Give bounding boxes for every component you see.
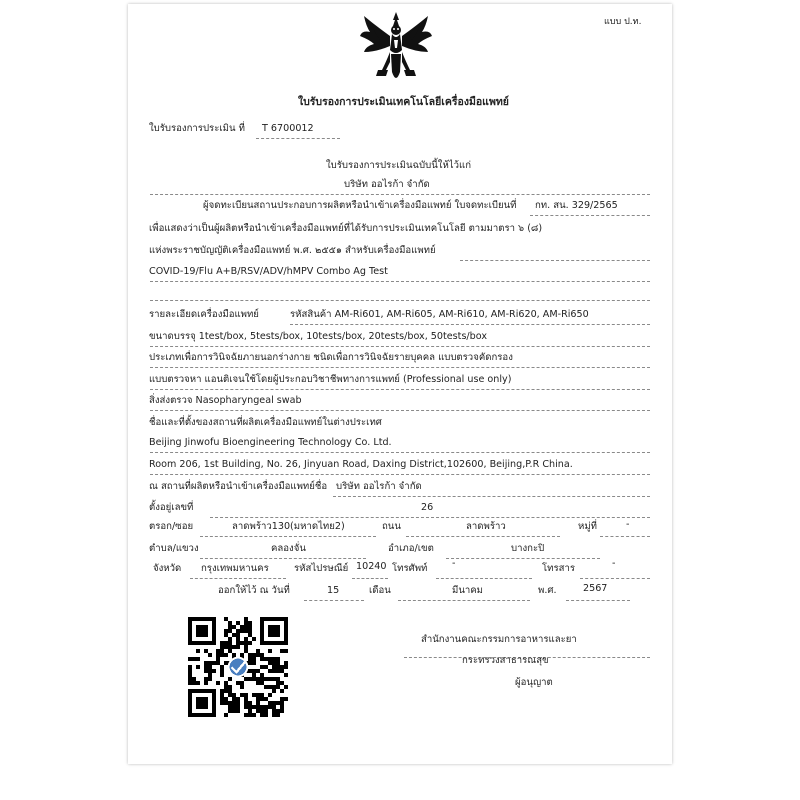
authority-line-2: กระทรวงสาธารณสุข [462,655,549,666]
issue-month-label: เดือน [369,585,391,596]
rule-line [406,536,560,537]
rule-line [304,600,364,601]
phone-value: - [452,558,456,569]
garuda-emblem-icon [356,10,436,86]
rule-line [150,389,650,390]
rule-line [352,578,388,579]
rule-line [150,474,650,475]
issue-label: ออกให้ไว้ ณ วันที่ [218,585,290,596]
issue-year-label: พ.ศ. [538,585,557,596]
rule-line [150,300,650,301]
purpose-line-2: แห่งพระราชบัญญัติเครื่องมือแพทย์ พ.ศ. ๒๕๕๑ สำหรับเครื่องมือแพทย์ [149,245,436,256]
address-no-label: ตั้งอยู่เลขที่ [149,502,194,513]
registration-no: กท. สน. 329/2565 [535,200,618,211]
cert-no-label: ใบรับรองการประเมิน ที่ [149,123,245,134]
amphoe-value: บางกะปิ [511,543,545,554]
road-label: ถนน [382,521,401,532]
device-name: COVID-19/Flu A+B/RSV/ADV/hMPV Combo Ag Test [149,266,388,277]
issue-day: 15 [327,585,340,596]
rule-line [436,578,532,579]
road-value: ลาดพร้าว [466,521,506,532]
postcode-label: รหัสไปรษณีย์ [294,563,349,574]
rule-line [460,260,650,261]
province-label: จังหวัด [153,563,182,574]
soi-value: ลาดพร้าว130(มหาดไทย2) [232,521,345,532]
test-method: แบบตรวจหา แอนติเจนใช้โดยผู้ประกอบวิชาชีพทางการแพทย์ (Professional use only) [149,374,512,385]
moo-label: หมู่ที่ [578,521,597,532]
form-code: แบบ ป.ท. [604,17,642,27]
rule-line [530,215,650,216]
page-title: ใบรับรองการประเมินเทคโนโลยีเครื่องมือแพทย์ [298,96,509,108]
rule-line [150,410,650,411]
cert-no-value: T 6700012 [262,123,314,134]
issued-to-label: ใบรับรองการประเมินฉบับนี้ให้ไว้แก่ [326,160,472,171]
packaging: ขนาดบรรจุ 1test/box, 5tests/box, 10tests/box, 20tests/box, 50tests/box [149,331,488,342]
address-no: 26 [421,502,434,513]
rule-line [150,367,650,368]
authority-line-3: ผู้อนุญาต [515,677,553,688]
company-name: บริษัท ออไรก้า จำกัด [344,179,430,190]
rule-line [200,536,376,537]
manufacturer-address: Room 206, 1st Building, No. 26, Jinyuan Road, Daxing District,102600, Beijing,P.R China. [149,459,573,470]
fax-label: โทรสาร [542,563,576,574]
rule-line [333,496,650,497]
local-site-label: ณ สถานที่ผลิตหรือนำเข้าเครื่องมือแพทย์ชื่อ [149,481,328,492]
rule-line [150,281,650,282]
rule-line [566,600,630,601]
product-code: รหัสสินค้า AM-Ri601, AM-Ri605, AM-Ri610, AM-Ri620, AM-Ri650 [290,309,589,320]
registrant-text: ผู้จดทะเบียนสถานประกอบการผลิตหรือนำเข้าเครื่องมือแพทย์ ใบจดทะเบียนที่ [203,200,517,211]
rule-line [446,558,600,559]
rule-line [200,558,366,559]
amphoe-label: อำเภอ/เขต [388,543,434,554]
purpose-line-1: เพื่อแสดงว่าเป็นผู้ผลิตหรือนำเข้าเครื่องมือแพทย์ที่ได้รับการประเมินเทคโนโลยี ตามมาตรา ๖ (๘) [149,223,543,234]
manufacturer-name: Beijing Jinwofu Bioengineering Technology Co. Ltd. [149,437,392,448]
rule-line [398,600,530,601]
specimen: สิ่งส่งตรวจ Nasopharyngeal swab [149,395,302,406]
rule-line [580,578,650,579]
rule-line [150,194,650,195]
issue-month: มีนาคม [452,585,484,596]
rule-line [600,536,650,537]
tambon-value: คลองจั่น [271,543,306,554]
postcode-value: 10240 [356,561,387,572]
province-value: กรุงเทพมหานคร [201,563,269,574]
moo-value: - [626,519,630,530]
foreign-site-label: ชื่อและที่ตั้งของสถานที่ผลิตเครื่องมือแพทย์ในต่างประเทศ [149,417,382,428]
phone-label: โทรศัพท์ [392,563,428,574]
authority-line-1: สำนักงานคณะกรรมการอาหารและยา [421,634,577,645]
local-site-name: บริษัท ออไรก้า จำกัด [336,481,422,492]
cert-no-line [256,138,340,139]
tambon-label: ตำบล/แขวง [149,543,199,554]
rule-line [190,578,286,579]
fax-value: - [612,558,616,569]
details-label: รายละเอียดเครื่องมือแพทย์ [149,309,259,320]
qr-code-icon [188,617,288,717]
rule-line [210,517,650,518]
rule-line [150,346,650,347]
issue-year: 2567 [583,583,608,594]
rule-line [150,452,650,453]
soi-label: ตรอก/ซอย [149,521,194,532]
rule-line [290,324,650,325]
device-type: ประเภทเพื่อการวินิจฉัยภายนอกร่างกาย ชนิดเพื่อการวินิจฉัยรายบุคคล แบบตรวจคัดกรอง [149,352,513,363]
